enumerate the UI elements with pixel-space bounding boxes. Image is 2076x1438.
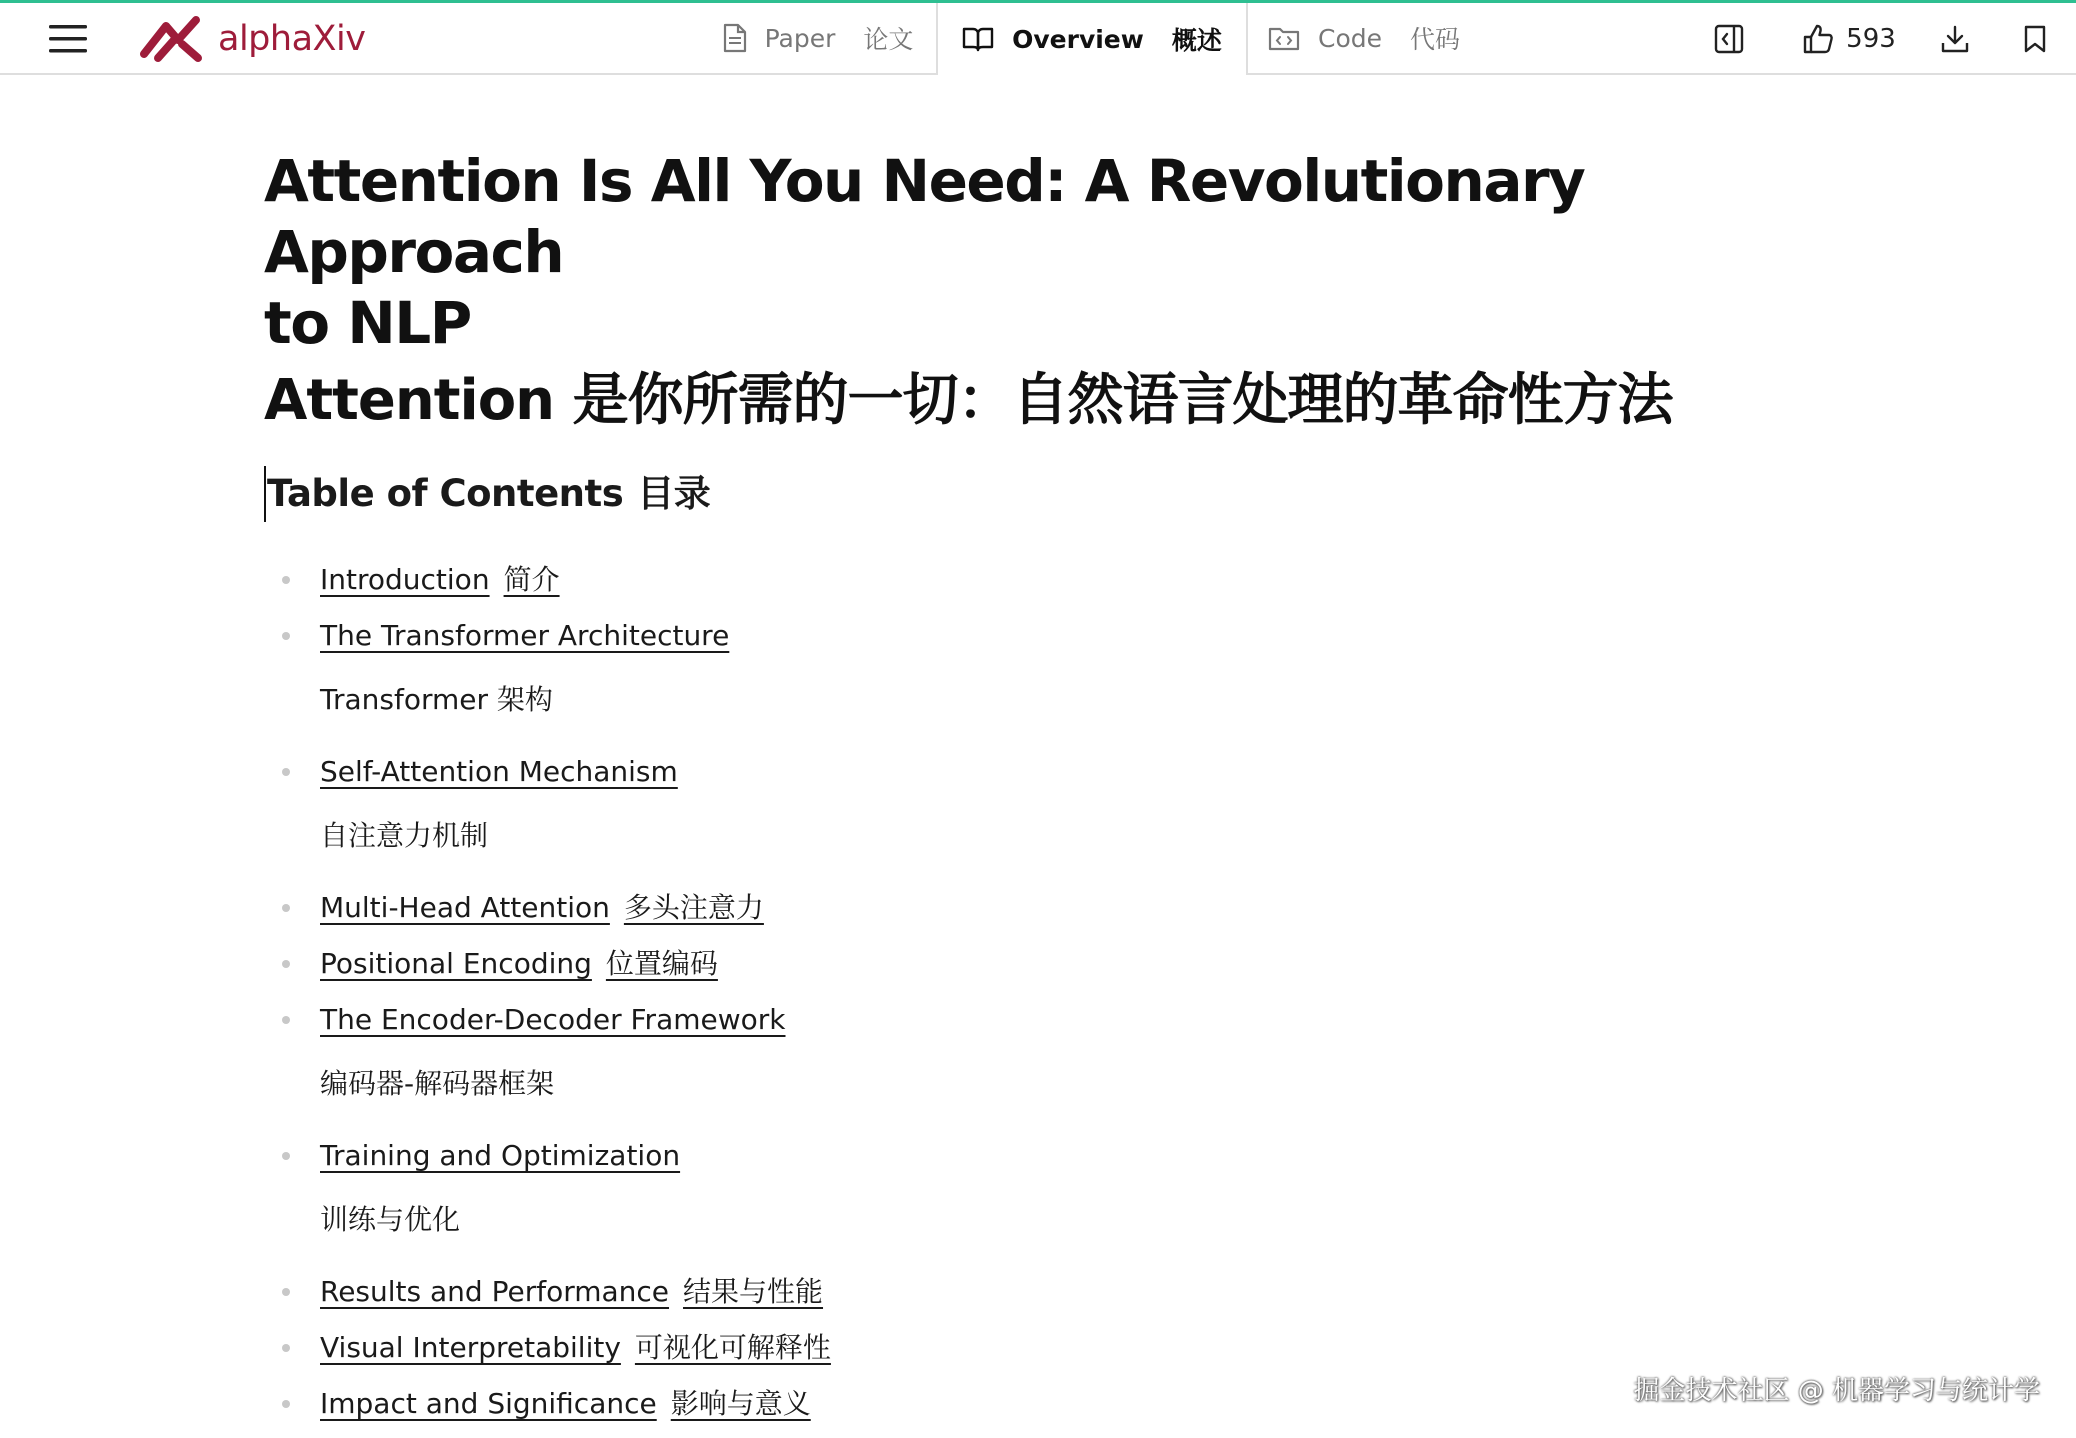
sidebar-toggle-icon	[1714, 24, 1744, 54]
toc-link-label-zh: 位置编码	[605, 947, 718, 980]
toc-link-self-attention[interactable]	[320, 752, 678, 792]
toc-link-positional-encoding[interactable]	[320, 944, 718, 984]
toc-link-introduction[interactable]	[320, 560, 560, 600]
tab-overview[interactable]	[936, 3, 1248, 75]
bullet	[282, 1016, 290, 1024]
tab-overview-label: Overview	[1012, 24, 1144, 54]
bullet	[282, 904, 290, 912]
open-book-icon	[962, 26, 994, 52]
toc-link-training-optimization[interactable]	[320, 1136, 680, 1176]
toc-link-label: Visual Interpretability	[320, 1331, 621, 1364]
toc-sub-label: 编码器-解码器框架	[320, 1067, 555, 1100]
toc-link-encoder-decoder[interactable]	[320, 1000, 786, 1040]
toc-link-impact-significance[interactable]	[320, 1384, 811, 1424]
toc-link-label-zh: 多头注意力	[623, 891, 764, 924]
bullet	[282, 1400, 290, 1408]
toc-link-visual-interpretability[interactable]	[320, 1328, 831, 1368]
download-icon	[1940, 24, 1970, 54]
toc-link-label-zh: 可视化可解释性	[634, 1331, 831, 1364]
article-title-zh: Attention 是你所需的一切：自然语言处理的革命性方法	[264, 368, 1673, 433]
brand-logo[interactable]	[138, 13, 365, 65]
toc-link-label: The Transformer Architecture	[320, 619, 730, 652]
tab-paper[interactable]	[700, 3, 936, 73]
like-count: 593	[1846, 24, 1896, 54]
article-header	[264, 146, 1884, 443]
tab-paper-label: Paper	[764, 23, 836, 53]
toc-link-label: Training and Optimization	[320, 1139, 681, 1172]
tab-paper-label-zh: 论文	[863, 25, 914, 54]
bullet	[282, 632, 290, 640]
watermark: 掘金技术社区 @ 机器学习与统计学	[1633, 1376, 2040, 1406]
code-folder-icon	[1268, 25, 1300, 51]
toc-link-transformer-architecture[interactable]	[320, 616, 729, 656]
toc-link-label: The Encoder-Decoder Framework	[320, 1003, 786, 1036]
toc-heading-label-zh: 目录	[637, 472, 711, 515]
sidebar-toggle-button[interactable]	[1706, 17, 1752, 61]
menu-button[interactable]	[46, 17, 90, 61]
tab-overview-label-zh: 概述	[1171, 26, 1222, 55]
toc-link-label: Positional Encoding	[320, 947, 592, 980]
article-title-line2: to NLP	[264, 289, 471, 357]
alphaxiv-logo-icon	[138, 14, 204, 64]
bullet	[282, 960, 290, 968]
toc-sub-label: Transformer 架构	[320, 683, 553, 716]
bookmark-button[interactable]	[2012, 17, 2058, 61]
toc-sub-label: 自注意力机制	[320, 819, 489, 852]
brand-name: alphaXiv	[218, 19, 366, 59]
document-icon	[723, 23, 747, 53]
toc-heading-label: Table of Contents	[267, 472, 624, 515]
toc-link-multi-head-attention[interactable]	[320, 888, 764, 928]
toc-heading	[264, 466, 710, 522]
bullet	[282, 1344, 290, 1352]
toc-link-label: Introduction	[320, 563, 490, 596]
article-title-line1: Attention Is All You Need: A Revolutionary Approach	[264, 147, 1585, 286]
bullet	[282, 1288, 290, 1296]
bookmark-icon	[2023, 24, 2047, 54]
hamburger-menu-icon	[49, 24, 87, 54]
top-navbar	[0, 3, 2076, 75]
toc-sub-label: 训练与优化	[320, 1203, 461, 1236]
toc-link-results-performance[interactable]	[320, 1272, 823, 1312]
toc-link-label-zh: 结果与性能	[683, 1275, 824, 1308]
like-button[interactable]	[1794, 17, 1904, 61]
thumbs-up-icon	[1802, 23, 1834, 55]
bullet	[282, 768, 290, 776]
toc-link-label: Impact and Significance	[320, 1387, 657, 1420]
toc-link-label: Self-Attention Mechanism	[320, 755, 678, 788]
bullet	[282, 1152, 290, 1160]
tab-code-label-zh: 代码	[1410, 25, 1461, 54]
toc-link-label-zh: 影响与意义	[670, 1387, 811, 1420]
tab-code[interactable]	[1246, 3, 1482, 73]
article-title	[264, 146, 1884, 359]
toc-link-label-zh: 简介	[503, 563, 560, 596]
toc-link-label: Results and Performance	[320, 1275, 670, 1308]
download-button[interactable]	[1932, 17, 1978, 61]
tab-code-label: Code	[1317, 23, 1382, 53]
bullet	[282, 576, 290, 584]
toc-link-label: Multi-Head Attention	[320, 891, 610, 924]
